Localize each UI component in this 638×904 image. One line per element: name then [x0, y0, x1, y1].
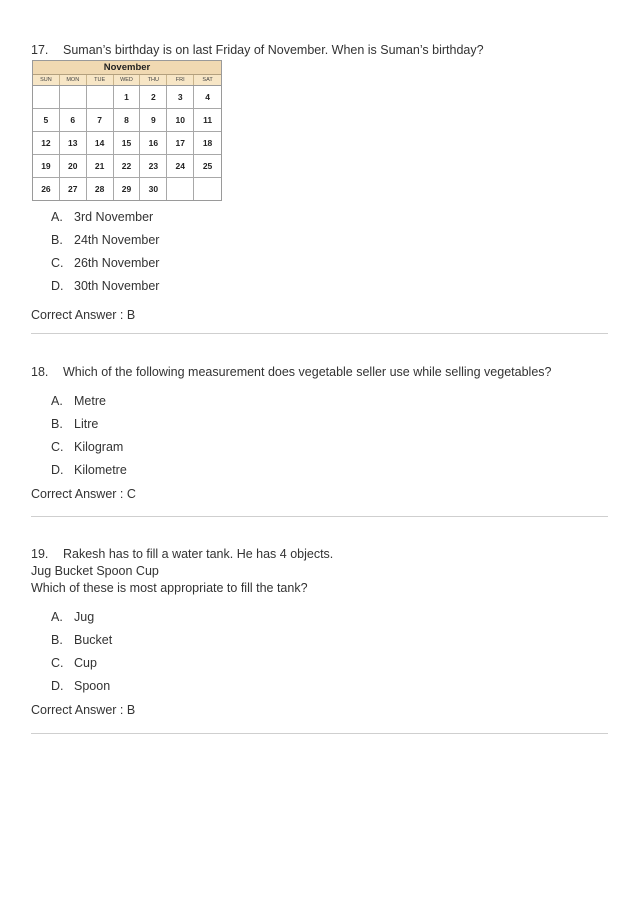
calendar-date: [60, 86, 87, 109]
calendar-date: 8: [114, 109, 141, 132]
question-text: 17. Suman’s birthday is on last Friday of November. When is Suman’s birthday?: [31, 43, 484, 57]
november-calendar: [32, 60, 222, 201]
calendar-date: 23: [140, 155, 167, 178]
option-c: C. 26th November: [51, 256, 160, 270]
calendar-date: 25: [194, 155, 221, 178]
calendar-date: 10: [167, 109, 194, 132]
weekday-label: WED: [114, 75, 141, 85]
question-17-options: [31, 206, 608, 324]
question-19: [31, 546, 608, 719]
divider: [31, 333, 608, 334]
calendar-date: 29: [114, 178, 141, 200]
question-text-line-2: Jug Bucket Spoon Cup: [31, 564, 159, 578]
calendar-date: 17: [167, 132, 194, 155]
calendar-date: 11: [194, 109, 221, 132]
calendar-date: [167, 178, 194, 200]
calendar-date: [33, 86, 60, 109]
calendar-date: 13: [60, 132, 87, 155]
calendar-date: 6: [60, 109, 87, 132]
calendar-date: 14: [87, 132, 114, 155]
question-text: 18. Which of the following measurement does vegetable seller use while selling vegetables?: [31, 365, 552, 379]
option-b: B. Bucket: [51, 633, 113, 647]
weekday-label: THU: [140, 75, 167, 85]
question-17: [31, 42, 608, 59]
correct-answer: Correct Answer : B: [31, 308, 136, 322]
weekday-label: SUN: [33, 75, 60, 85]
calendar-date: 12: [33, 132, 60, 155]
option-d: D. Kilometre: [51, 463, 127, 477]
calendar-date: 28: [87, 178, 114, 200]
calendar-date: 26: [33, 178, 60, 200]
question-number: 19.: [31, 547, 49, 561]
calendar-date: 4: [194, 86, 221, 109]
calendar-date: 7: [87, 109, 114, 132]
option-c: C. Cup: [51, 656, 97, 670]
calendar-grid: [33, 86, 221, 200]
calendar-date: 15: [114, 132, 141, 155]
option-d: D. Spoon: [51, 679, 111, 693]
weekday-label: FRI: [167, 75, 194, 85]
calendar-date: 16: [140, 132, 167, 155]
question-number: 17.: [31, 43, 49, 57]
question-text-line-3: Which of these is most appropriate to fill the tank?: [31, 581, 308, 595]
calendar-date: [194, 178, 221, 200]
weekday-label: SAT: [202, 77, 213, 83]
option-b: B. 24th November: [51, 233, 160, 247]
calendar-date: 19: [33, 155, 60, 178]
weekday-label: TUE: [87, 75, 114, 85]
question-number: 18.: [31, 365, 49, 379]
calendar-date: 24: [167, 155, 194, 178]
calendar-date: 27: [60, 178, 87, 200]
option-a: A. Jug: [51, 610, 95, 624]
calendar-date: 21: [87, 155, 114, 178]
calendar-date: 3: [167, 86, 194, 109]
correct-answer: Correct Answer : C: [31, 487, 136, 501]
option-a: A. 3rd November: [51, 210, 154, 224]
calendar-date: [87, 86, 114, 109]
calendar-date: 2: [140, 86, 167, 109]
divider: [31, 516, 608, 517]
option-b: B. Litre: [51, 417, 99, 431]
calendar-date: 5: [33, 109, 60, 132]
calendar-title: November: [33, 61, 221, 75]
question-text: 19. Rakesh has to fill a water tank. He has 4 objects.: [31, 547, 334, 561]
correct-answer: Correct Answer : B: [31, 703, 136, 717]
calendar-weekdays: [33, 75, 221, 86]
calendar-date: 20: [60, 155, 87, 178]
calendar-date: 1: [114, 86, 141, 109]
option-c: C. Kilogram: [51, 440, 124, 454]
calendar-date: 18: [194, 132, 221, 155]
weekday-label: MON: [60, 75, 87, 85]
option-d: D. 30th November: [51, 279, 160, 293]
question-18: [31, 364, 608, 503]
calendar-date: 22: [114, 155, 141, 178]
option-a: A. Metre: [51, 394, 106, 408]
divider: [31, 733, 608, 734]
calendar-date: 9: [140, 109, 167, 132]
calendar-date: 30: [140, 178, 167, 200]
